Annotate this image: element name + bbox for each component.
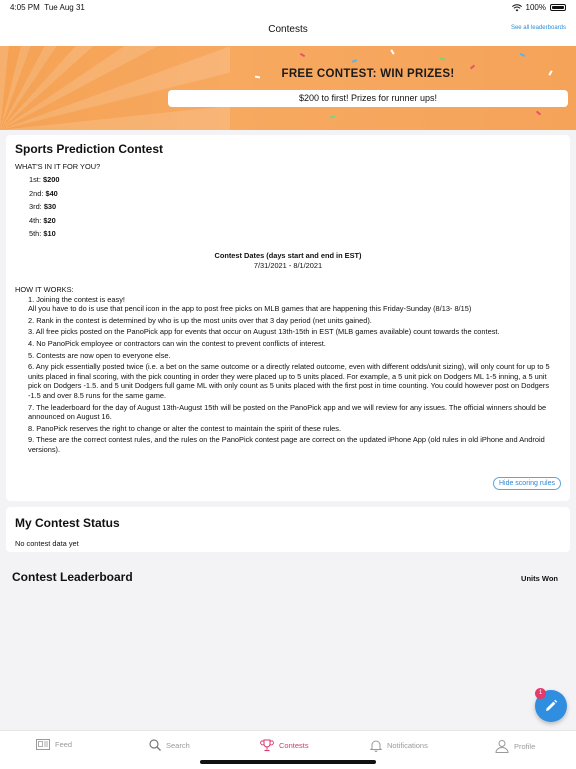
contest-dates-value: 7/31/2021 - 8/1/2021 — [253, 260, 323, 270]
tab-label: Notifications — [387, 741, 428, 750]
banner-headline: FREE CONTEST: WIN PRIZES! — [281, 68, 455, 80]
notification-badge: 1 — [535, 688, 546, 699]
rule-item: 8. PanoPick reserves the right to change or alter the contest to maintain the spirit of these rules. — [28, 423, 342, 433]
tab-label: Feed — [55, 740, 73, 749]
page-title: Contests — [268, 24, 308, 35]
confetti — [390, 49, 394, 54]
rule-item: 5. Contests are now open to everyone else. — [28, 350, 171, 360]
leaderboard-title: Contest Leaderboard — [12, 570, 133, 584]
tab-notifications[interactable] — [370, 739, 428, 752]
prizes-section — [15, 161, 100, 241]
see-all-leaderboards-link[interactable]: See all leaderboards — [510, 25, 566, 31]
prize-row: 2nd: $40 — [29, 188, 58, 198]
feed-icon — [36, 739, 50, 750]
pencil-icon — [544, 699, 558, 713]
battery-icon — [550, 4, 566, 11]
tab-search[interactable] — [149, 739, 190, 751]
battery-percent: 100% — [525, 3, 546, 12]
whats-in-it-heading: WHAT'S IN IT FOR YOU? — [15, 162, 101, 171]
tab-label: Contests — [279, 741, 309, 750]
trophy-icon — [260, 739, 274, 752]
nav-bar — [0, 16, 576, 46]
no-contest-data: No contest data yet — [15, 539, 79, 548]
wifi-icon — [512, 4, 522, 12]
contest-card — [6, 135, 570, 501]
confetti — [520, 53, 525, 57]
status-bar — [0, 0, 576, 16]
tab-label: Profile — [514, 741, 536, 751]
hide-scoring-rules-button[interactable]: Hide scoring rules — [493, 477, 561, 490]
contest-dates — [6, 251, 570, 270]
prize-row: 1st: $200 — [29, 175, 60, 184]
confetti — [440, 57, 445, 60]
contest-dates-label: Contest Dates (days start and end in EST) — [214, 251, 362, 260]
tab-label: Search — [166, 740, 190, 750]
tab-contests[interactable] — [260, 739, 309, 752]
rule-item: 3. All free picks posted on the PanoPick app for events that occur on August 13th-15th in EST (MLB games available) count towards the contest. — [28, 327, 500, 337]
profile-icon — [495, 739, 509, 753]
rule-item: All you have to do is use that pencil icon in the app to post free picks on MLB games that are happening this Friday-Sunday (8/13- 8/15) — [28, 304, 472, 314]
my-contest-status-title: My Contest Status — [15, 516, 120, 530]
confetti — [548, 70, 552, 75]
contest-title: Sports Prediction Contest — [15, 142, 164, 156]
search-icon — [149, 739, 161, 751]
rule-item: 1. Joining the contest is easy! — [28, 294, 125, 304]
banner-subline: $200 to first! Prizes for runner ups! — [168, 90, 568, 107]
rules-section — [15, 285, 558, 455]
rule-item: 7. The leaderboard for the day of August 13th-August 15th will be posted on the PanoPick app and we will review for any issues. The official winners should be announced on August 16. — [28, 402, 547, 422]
my-contest-status-card — [6, 507, 570, 552]
confetti — [352, 59, 357, 63]
prize-row: 3rd: $30 — [29, 202, 57, 212]
prize-row: 4th: $20 — [29, 215, 56, 225]
home-indicator — [200, 760, 376, 764]
rule-item: 9. These are the correct contest rules, and the rules on the PanoPick contest page are correct on the updated iPhone App (old rules in old iPhone and Android versions). — [28, 435, 545, 454]
units-won-header: Units Won — [521, 574, 558, 583]
prize-row: 5th: $10 — [29, 229, 56, 239]
status-time: 4:05 PM Tue Aug 31 — [10, 3, 85, 12]
sunburst-decoration — [0, 46, 230, 130]
confetti — [536, 111, 541, 116]
rule-item: 2. Rank in the contest is determined by who is up the most units over that 3 day period (net units gained). — [28, 315, 372, 325]
confetti — [330, 115, 335, 118]
rule-item: 6. Any pick essentially posted twice (i.e. a bet on the same outcome or a directly related outcome, even with different odds/unit sizing), will only count for up to 5 units placed in final scoring, with the pick counting in order they were placed up to 5 units placed. For example, a 5 unit pick on Dodgers ML 1-5 inning, a 5 unit pick on Dodgers -1.5. and 5 unit Dodgers full game ML with only count as 5 units placed with the first post in time counting. You could however post on Dodgers -1.5 and over 8.5 runs for the same game. — [28, 362, 550, 400]
tab-feed[interactable] — [36, 739, 72, 750]
tab-profile[interactable] — [495, 739, 535, 753]
promo-banner — [0, 46, 576, 130]
status-right — [512, 3, 566, 12]
how-it-works-heading: HOW IT WORKS: — [15, 285, 74, 294]
confetti — [300, 53, 305, 57]
rule-item: 4. No PanoPick employee or contractors can win the contest to prevent conflicts of interest. — [28, 338, 326, 348]
bell-icon — [370, 739, 382, 752]
